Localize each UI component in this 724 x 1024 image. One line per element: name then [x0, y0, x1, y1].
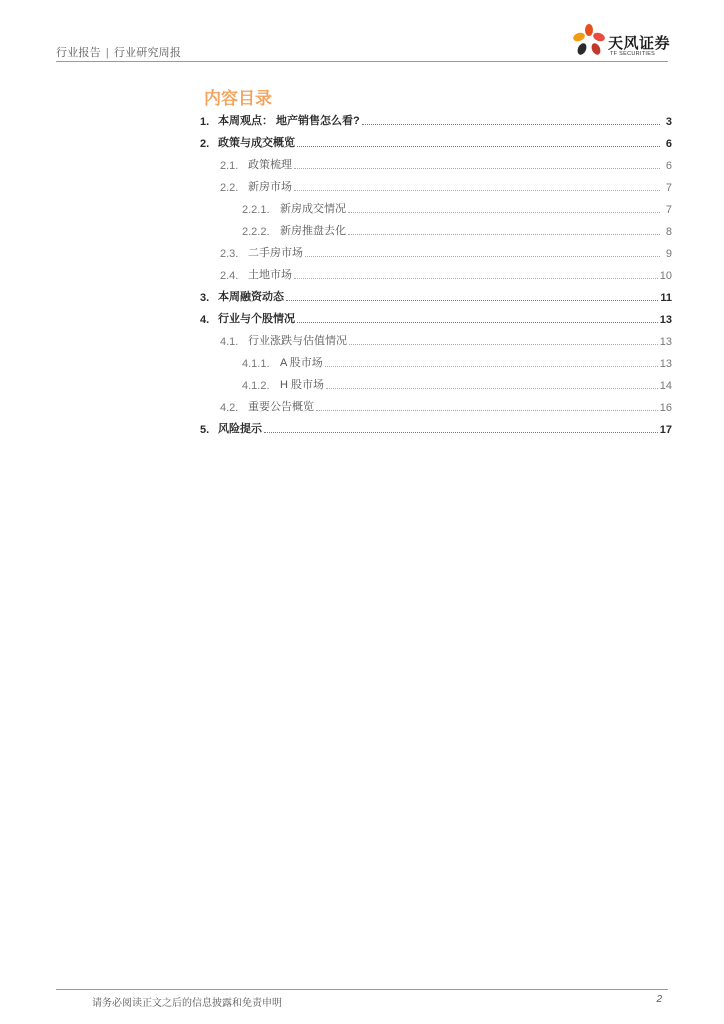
toc-item-page: 13 [659, 336, 672, 348]
company-logo [570, 22, 680, 60]
toc-item[interactable] [200, 134, 672, 150]
toc-item-number: 4.1. [220, 336, 239, 348]
toc-item[interactable] [242, 222, 672, 238]
toc-item-number: 2. [200, 138, 210, 150]
header-breadcrumb [56, 44, 181, 60]
toc-item[interactable] [220, 332, 672, 348]
toc-item-page: 10 [659, 270, 672, 282]
toc-item[interactable] [200, 310, 672, 326]
toc-item-label: 行业涨跌与估值情况 [248, 335, 347, 347]
report-subtype: 行业研究周报 [113, 47, 182, 59]
footer-disclaimer: 请务必阅读正文之后的信息披露和免责申明 [92, 998, 282, 1009]
toc-leader-dots [362, 123, 660, 125]
toc-item-label: 新房市场 [248, 181, 292, 193]
toc-item-page: 16 [659, 402, 672, 414]
breadcrumb-separator: | [105, 47, 109, 59]
toc-leader-dots [325, 365, 658, 367]
flower-logo-icon [570, 22, 608, 60]
toc-leader-dots [294, 277, 658, 279]
toc-item-page: 7 [665, 182, 672, 194]
toc-leader-dots [326, 387, 658, 389]
toc-item-number: 3. [200, 292, 210, 304]
toc-item-number: 4.2. [220, 402, 239, 414]
toc-item-number: 5. [200, 424, 210, 436]
toc-item-number: 2.2. [220, 182, 239, 194]
toc-item-label: A 股市场 [280, 357, 323, 369]
toc-item-page: 17 [659, 424, 672, 436]
toc-item-number: 1. [200, 116, 210, 128]
toc-item[interactable] [242, 354, 672, 370]
toc-item[interactable] [220, 398, 672, 414]
toc-item-label: 风险提示 [218, 423, 262, 435]
toc-leader-dots [349, 343, 658, 345]
toc-item-label: 重要公告概览 [248, 401, 314, 413]
toc-item[interactable] [220, 266, 672, 282]
toc-item[interactable] [200, 288, 672, 304]
toc-item[interactable] [200, 112, 672, 128]
toc-item-page: 6 [665, 160, 672, 172]
toc-item-page: 7 [665, 204, 672, 216]
toc-leader-dots [297, 145, 660, 147]
toc-item-label: 新房推盘去化 [280, 225, 346, 237]
toc-item-number: 4. [200, 314, 210, 326]
toc-item-page: 6 [665, 138, 672, 150]
toc-item-number: 2.1. [220, 160, 239, 172]
toc-item-page: 8 [665, 226, 672, 238]
toc-item-label: 新房成交情况 [280, 203, 346, 215]
toc-item-label: 政策梳理 [248, 159, 292, 171]
toc-item-number: 2.4. [220, 270, 239, 282]
toc-item[interactable] [242, 376, 672, 392]
toc-item[interactable] [220, 156, 672, 172]
toc-leader-dots [316, 409, 658, 411]
toc-item-page: 11 [660, 292, 672, 304]
toc-leader-dots [264, 431, 658, 433]
toc-item-number: 2.2.1. [242, 204, 270, 216]
toc-item-number: 4.1.1. [242, 358, 270, 370]
toc-item-page: 13 [659, 358, 672, 370]
logo-english: TF SECURITIES [610, 51, 656, 57]
toc-item-label: H 股市场 [280, 379, 324, 391]
toc-item-label: 土地市场 [248, 269, 292, 281]
toc-item[interactable] [220, 178, 672, 194]
footer-divider [56, 989, 668, 990]
toc-leader-dots [294, 167, 660, 169]
toc-item-label: 行业与个股情况 [218, 313, 295, 325]
toc-leader-dots [294, 189, 660, 191]
toc-item-page: 14 [659, 380, 672, 392]
toc-leader-dots [305, 255, 660, 257]
page-number: 2 [656, 994, 662, 1005]
toc-leader-dots [348, 211, 660, 213]
toc-item-page: 13 [659, 314, 672, 326]
toc-item[interactable] [220, 244, 672, 260]
toc-item-page: 9 [665, 248, 672, 260]
header-divider [56, 61, 668, 62]
report-type: 行业报告 [56, 47, 101, 59]
toc-title: 内容目录 [204, 89, 272, 108]
toc-leader-dots [348, 233, 660, 235]
logo-name: 天风证券 [608, 35, 671, 52]
toc-item[interactable] [242, 200, 672, 216]
toc-item-label: 二手房市场 [248, 247, 303, 259]
toc-leader-dots [297, 321, 658, 323]
toc-leader-dots [286, 299, 658, 301]
toc-item-number: 2.2.2. [242, 226, 270, 238]
toc-item-label: 政策与成交概览 [218, 137, 295, 149]
toc-item-page: 3 [665, 116, 672, 128]
toc-item-number: 2.3. [220, 248, 239, 260]
toc-item-label: 本周融资动态 [218, 291, 284, 303]
toc-item-number: 4.1.2. [242, 380, 270, 392]
toc-item-label: 本周观点： 地产销售怎么看? [218, 115, 360, 127]
toc-item[interactable] [200, 420, 672, 436]
